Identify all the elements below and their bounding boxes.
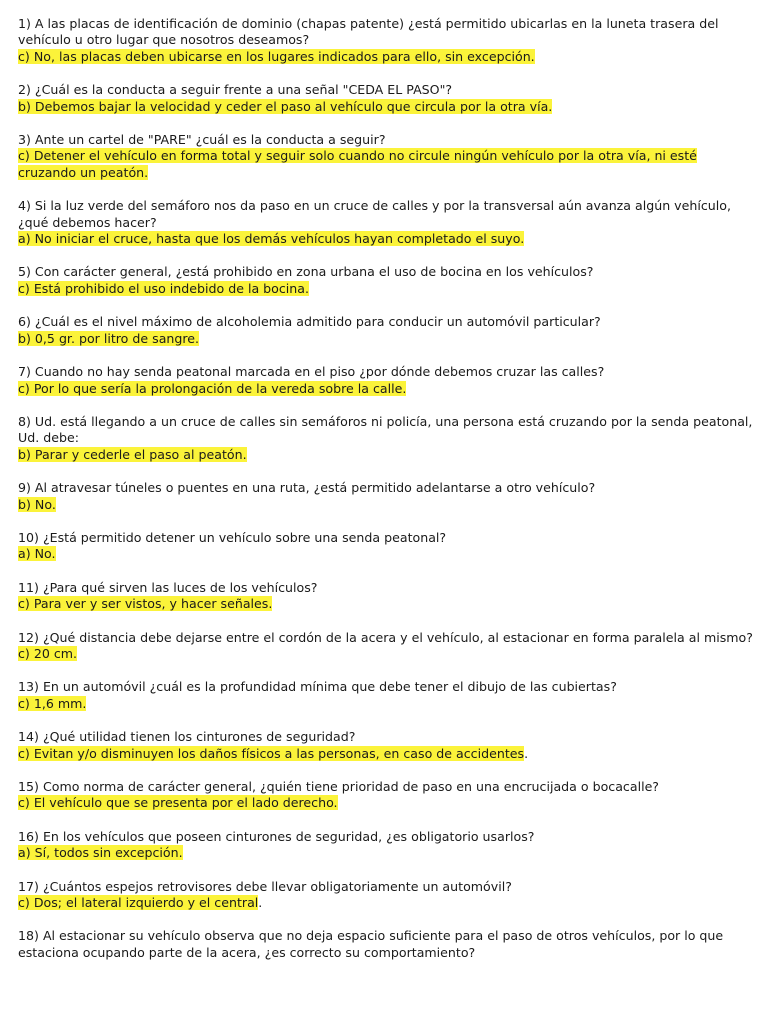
- answer-line: [18, 596, 758, 612]
- question-item: [18, 679, 758, 712]
- answer-line: [18, 895, 758, 911]
- question-item: [18, 580, 758, 613]
- question-text: 18) Al estacionar su vehículo observa que no deja espacio suficiente para el paso de otros vehículos, por lo que estaciona ocupando parte de la acera, ¿es correcto su comportamiento?: [18, 928, 724, 960]
- question-item: [18, 132, 758, 181]
- answer-line: [18, 49, 758, 65]
- highlighted-answer: b) No.: [18, 496, 56, 512]
- answer-line: [18, 281, 758, 297]
- answer-line: [18, 497, 758, 513]
- highlighted-answer: c) No, las placas deben ubicarse en los lugares indicados para ello, sin excepción.: [18, 48, 535, 64]
- question-item: [18, 530, 758, 563]
- highlighted-answer: c) Por lo que sería la prolongación de la vereda sobre la calle.: [18, 380, 407, 396]
- question-item: [18, 264, 758, 297]
- highlighted-answer: c) Evitan y/o disminuyen los daños físicos a las personas, en caso de accidentes: [18, 745, 525, 761]
- question-text: 13) En un automóvil ¿cuál es la profundidad mínima que debe tener el dibujo de las cubiertas?: [18, 679, 617, 695]
- answer-line: [18, 331, 758, 347]
- question-item: [18, 314, 758, 347]
- highlighted-answer: a) Sí, todos sin excepción.: [18, 845, 183, 861]
- answer-line: [18, 646, 758, 662]
- highlighted-answer: a) No iniciar el cruce, hasta que los demás vehículos hayan completado el suyo.: [18, 231, 525, 247]
- question-text: 2) ¿Cuál es la conducta a seguir frente a una señal "CEDA EL PASO"?: [18, 82, 453, 98]
- question-text: 15) Como norma de carácter general, ¿quién tiene prioridad de paso en una encrucijada o bocacalle?: [18, 779, 659, 794]
- answer-suffix: .: [524, 745, 529, 761]
- question-item: [18, 630, 758, 663]
- answer-line: [18, 231, 758, 247]
- question-item: [18, 198, 758, 247]
- question-text: 12) ¿Qué distancia debe dejarse entre el cordón de la acera y el vehículo, al estacionar en forma paralela al mismo?: [18, 629, 753, 645]
- question-item: [18, 364, 758, 397]
- question-text: 9) Al atravesar túneles o puentes en una ruta, ¿está permitido adelantarse a otro vehículo?: [18, 480, 596, 496]
- question-text: 14) ¿Qué utilidad tienen los cinturones de seguridad?: [18, 729, 356, 745]
- answer-line: [18, 845, 758, 861]
- question-text: 3) Ante un cartel de "PARE" ¿cuál es la conducta a seguir?: [18, 132, 386, 148]
- answer-line: [18, 795, 758, 811]
- answer-line: [18, 696, 758, 712]
- question-text: 6) ¿Cuál es el nivel máximo de alcoholemia admitido para conducir un automóvil particular?: [18, 314, 601, 330]
- highlighted-answer: c) Detener el vehículo en forma total y seguir solo cuando no circule ningún vehículo por la otra vía, ni esté cruzando un peatón.: [18, 148, 697, 180]
- highlighted-answer: c) 20 cm.: [18, 645, 78, 661]
- question-text: 10) ¿Está permitido detener un vehículo sobre una senda peatonal?: [18, 529, 447, 545]
- highlighted-answer: b) Debemos bajar la velocidad y ceder el paso al vehículo que circula por la otra vía.: [18, 98, 553, 114]
- question-text: 7) Cuando no hay senda peatonal marcada en el piso ¿por dónde debemos cruzar las calles?: [18, 364, 605, 380]
- question-text: 17) ¿Cuántos espejos retrovisores debe llevar obligatoriamente un automóvil?: [18, 878, 512, 894]
- question-item: [18, 829, 758, 862]
- question-text: 5) Con carácter general, ¿está prohibido en zona urbana el uso de bocina en los vehículos?: [18, 264, 594, 280]
- highlighted-answer: c) Está prohibido el uso indebido de la bocina.: [18, 280, 310, 296]
- highlighted-answer: c) El vehículo que se presenta por el lado derecho.: [18, 795, 338, 811]
- question-item: [18, 779, 758, 812]
- question-text: 1) A las placas de identificación de dominio (chapas patente) ¿está permitido ubicarlas en la luneta trasera del vehículo u otro lugar que nosotros deseamos?: [18, 16, 719, 48]
- question-item: [18, 729, 758, 762]
- question-text: 16) En los vehículos que poseen cinturones de seguridad, ¿es obligatorio usarlos?: [18, 828, 535, 844]
- answer-suffix: .: [258, 895, 263, 911]
- answer-line: [18, 447, 758, 463]
- question-item: [18, 16, 758, 65]
- answer-line: [18, 546, 758, 562]
- question-item: [18, 414, 758, 463]
- answer-line: [18, 99, 758, 115]
- question-item: [18, 928, 758, 961]
- highlighted-answer: c) Dos; el lateral izquierdo y el central: [18, 895, 259, 911]
- highlighted-answer: c) Para ver y ser vistos, y hacer señales.: [18, 596, 273, 612]
- question-text: 4) Si la luz verde del semáforo nos da paso en un cruce de calles y por la transversal aún avanza algún vehículo, ¿qué debemos hacer?: [18, 198, 731, 230]
- question-item: [18, 480, 758, 513]
- answer-line: [18, 381, 758, 397]
- highlighted-answer: b) Parar y cederle el paso al peatón.: [18, 446, 247, 462]
- question-item: [18, 879, 758, 912]
- highlighted-answer: b) 0,5 gr. por litro de sangre.: [18, 330, 200, 346]
- question-text: 8) Ud. está llegando a un cruce de calles sin semáforos ni policía, una persona está cruzando por la senda peatonal, Ud. debe:: [18, 413, 753, 446]
- highlighted-answer: a) No.: [18, 546, 56, 562]
- document-body: [18, 16, 758, 978]
- question-text: 11) ¿Para qué sirven las luces de los vehículos?: [18, 579, 318, 595]
- answer-line: [18, 746, 758, 762]
- highlighted-answer: c) 1,6 mm.: [18, 695, 87, 711]
- question-item: [18, 82, 758, 115]
- answer-line: [18, 148, 758, 181]
